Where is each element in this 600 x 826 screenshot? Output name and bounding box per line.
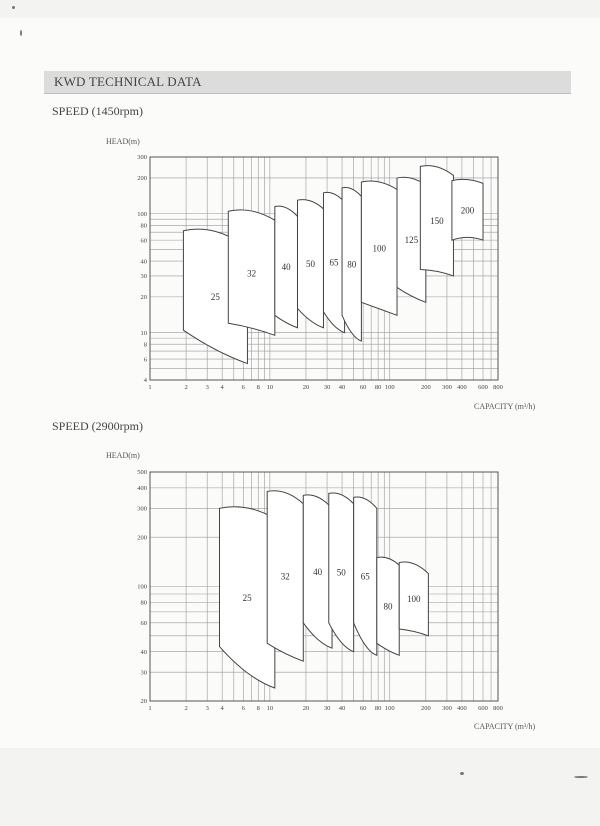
x-tick-label: 60 bbox=[359, 384, 367, 391]
pump-label-150: 150 bbox=[430, 216, 444, 227]
x-tick-label: 3 bbox=[205, 384, 209, 391]
x-tick-label: 600 bbox=[478, 384, 488, 391]
y-tick-label: 100 bbox=[137, 583, 147, 591]
speed-2900-label: SPEED (2900rpm) bbox=[52, 419, 143, 433]
x-tick-label: 100 bbox=[384, 384, 395, 391]
x-tick-label: 1 bbox=[148, 705, 152, 712]
y-tick-label: 10 bbox=[140, 329, 147, 337]
x-tick-label: 30 bbox=[323, 705, 331, 712]
y-tick-label: 4 bbox=[143, 377, 147, 385]
x-tick-label: 10 bbox=[266, 384, 274, 391]
y-tick-label: 40 bbox=[140, 648, 147, 656]
pump-label-200: 200 bbox=[460, 205, 475, 216]
x-tick-label: 400 bbox=[457, 384, 467, 391]
x-tick-label: 20 bbox=[302, 705, 310, 712]
x-tick-label: 300 bbox=[442, 705, 452, 712]
x-tick-label: 4 bbox=[220, 705, 224, 712]
y-tick-label: 30 bbox=[140, 669, 147, 677]
pump-label-32: 32 bbox=[280, 571, 290, 582]
x-tick-label: 1 bbox=[148, 384, 152, 391]
x-tick-label: 600 bbox=[478, 705, 488, 712]
x-tick-label: 400 bbox=[457, 705, 467, 712]
x-tick-label: 80 bbox=[374, 705, 382, 712]
x-tick-label: 200 bbox=[420, 705, 431, 712]
y-tick-label: 40 bbox=[140, 258, 147, 266]
pump-label-32: 32 bbox=[247, 268, 257, 279]
y-tick-label: 8 bbox=[143, 341, 147, 349]
speed-1450-label: SPEED (1450rpm) bbox=[52, 104, 143, 118]
y-tick-label: 20 bbox=[140, 294, 147, 302]
x-tick-label: 3 bbox=[205, 705, 209, 712]
pump-label-100: 100 bbox=[407, 594, 421, 605]
y-axis-label-1: HEAD(m) bbox=[106, 137, 140, 146]
x-tick-label: 300 bbox=[442, 384, 452, 391]
y-tick-label: 500 bbox=[137, 469, 147, 477]
y-tick-label: 200 bbox=[137, 534, 147, 542]
x-tick-label: 800 bbox=[493, 384, 503, 391]
y-tick-label: 60 bbox=[140, 237, 147, 245]
y-tick-label: 400 bbox=[137, 485, 147, 493]
pump-label-40: 40 bbox=[313, 566, 323, 577]
pump-label-80: 80 bbox=[383, 601, 393, 612]
scan-speck bbox=[20, 30, 22, 36]
pump-label-65: 65 bbox=[329, 257, 339, 268]
y-tick-label: 20 bbox=[140, 698, 147, 706]
x-axis-label-1: CAPACITY (m³/h) bbox=[474, 402, 536, 411]
pump-label-100: 100 bbox=[372, 243, 386, 254]
y-tick-label: 80 bbox=[140, 599, 147, 607]
pump-label-25: 25 bbox=[210, 292, 220, 303]
x-tick-label: 4 bbox=[220, 384, 224, 391]
pump-label-25: 25 bbox=[242, 593, 252, 604]
scan-speck bbox=[12, 6, 15, 9]
y-tick-label: 6 bbox=[143, 356, 147, 364]
x-tick-label: 2 bbox=[184, 384, 188, 391]
y-tick-label: 30 bbox=[140, 273, 147, 281]
scan-speck bbox=[460, 772, 464, 775]
x-tick-label: 6 bbox=[241, 384, 245, 391]
scan-speck bbox=[574, 776, 588, 778]
y-tick-label: 80 bbox=[140, 222, 147, 230]
page-title: KWD TECHNICAL DATA bbox=[54, 74, 202, 89]
x-tick-label: 20 bbox=[302, 384, 310, 391]
x-tick-label: 6 bbox=[241, 705, 245, 712]
pump-label-80: 80 bbox=[347, 259, 357, 270]
pump-label-50: 50 bbox=[305, 258, 315, 269]
pump-label-40: 40 bbox=[281, 262, 291, 273]
x-tick-label: 8 bbox=[256, 384, 260, 391]
x-tick-label: 40 bbox=[338, 705, 346, 712]
y-tick-label: 200 bbox=[137, 175, 147, 183]
y-tick-label: 300 bbox=[137, 154, 147, 162]
x-tick-label: 2 bbox=[184, 705, 188, 712]
y-tick-label: 100 bbox=[137, 210, 147, 218]
x-tick-label: 60 bbox=[359, 705, 367, 712]
x-tick-label: 200 bbox=[420, 384, 431, 391]
x-tick-label: 8 bbox=[256, 705, 260, 712]
x-tick-label: 80 bbox=[374, 384, 382, 391]
x-tick-label: 30 bbox=[323, 384, 331, 391]
pump-label-65: 65 bbox=[360, 571, 370, 582]
pump-label-125: 125 bbox=[404, 235, 419, 246]
y-tick-label: 300 bbox=[137, 505, 147, 513]
x-tick-label: 40 bbox=[338, 384, 346, 391]
x-tick-label: 800 bbox=[493, 705, 503, 712]
pump-label-50: 50 bbox=[336, 567, 346, 578]
x-tick-label: 100 bbox=[384, 705, 395, 712]
y-axis-label-2: HEAD(m) bbox=[106, 451, 140, 460]
x-tick-label: 10 bbox=[266, 705, 274, 712]
y-tick-label: 60 bbox=[140, 620, 147, 628]
x-axis-label-2: CAPACITY (m³/h) bbox=[474, 722, 536, 731]
